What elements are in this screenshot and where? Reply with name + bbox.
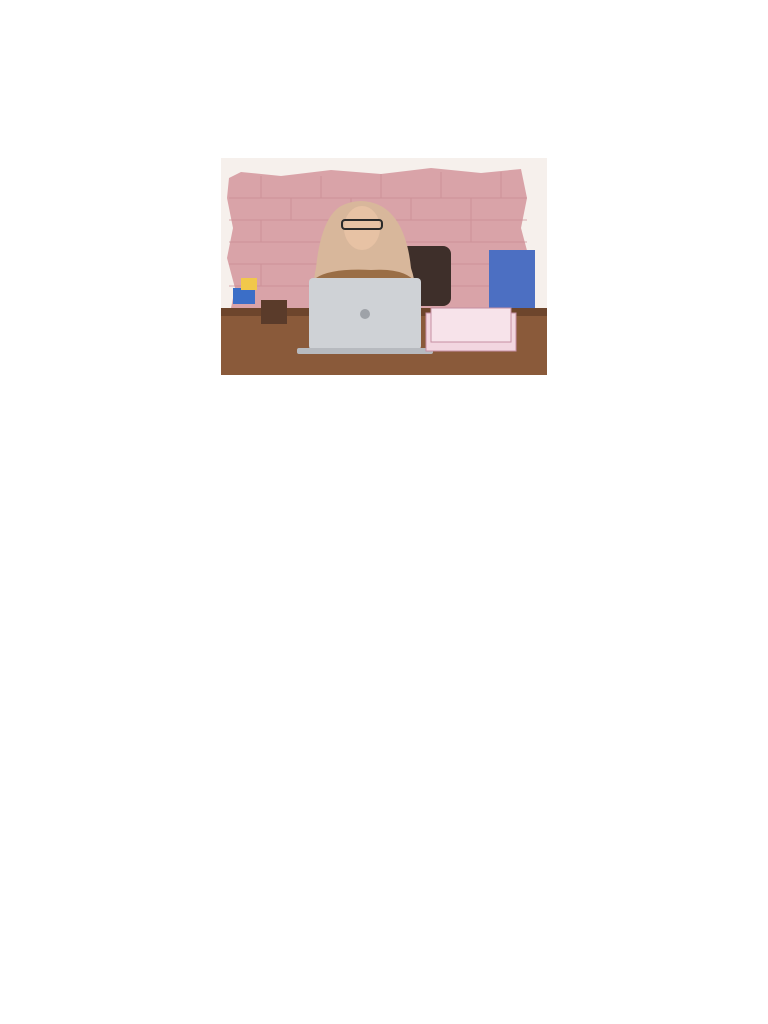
author-photo (221, 158, 547, 375)
